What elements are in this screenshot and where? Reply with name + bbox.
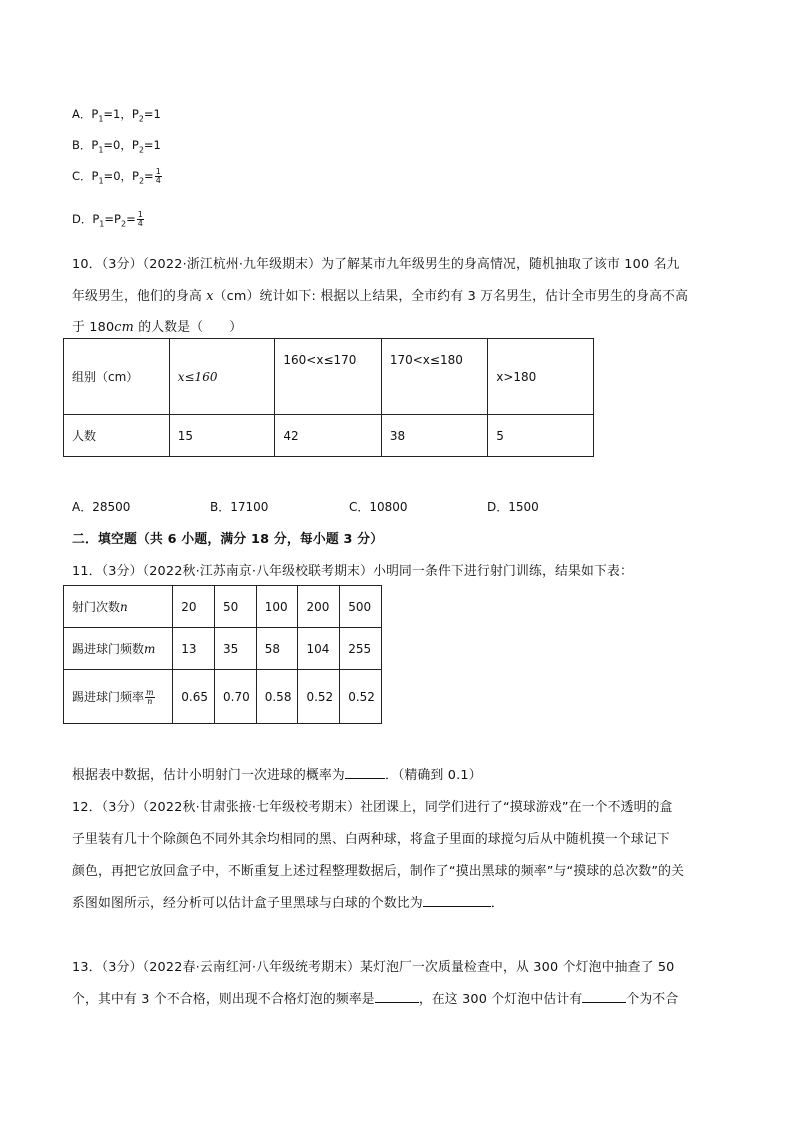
q9-option-b: B．$P_1=0$，$P_2=1$ — [72, 138, 161, 155]
table-row — [64, 628, 382, 670]
table-cell: 500 — [340, 586, 382, 628]
table-cell: 0.58 — [256, 670, 298, 724]
table-cell: 160<x≤170 — [275, 339, 381, 415]
q11-line-1: 11．（3分）（2022秋·江苏南京·八年级校联考期末）小明同一条件下进行射门训练，结果如下表： — [72, 564, 634, 579]
table-cell: 100 — [256, 586, 298, 628]
q12-line-1: 12．（3分）（2022秋·甘肃张掖·七年级校考期末）社团课上，同学们进行了“摸球游戏”在一个不透明的盒 — [72, 800, 673, 815]
table-cell: 射门次数n — [64, 586, 173, 628]
q12-line-2: 子里装有几十个除颜色不同外其余均相同的黑、白两种球，将盒子里面的球搅匀后从中随机摸一个球记下 — [72, 832, 670, 847]
fraction: $\frac{1}{4}$ — [155, 167, 161, 185]
q9-option-a: A．$P_1=1$，$P_2=1$ — [72, 107, 161, 124]
answer-blank[interactable] — [375, 990, 419, 1003]
table-row — [64, 670, 382, 724]
table-cell: 20 — [173, 586, 215, 628]
q9-option-c: C．$P_1=0$，$P_2=$ $\frac{1}{4}$ — [72, 167, 161, 186]
table-cell: 5 — [488, 415, 594, 457]
table-cell: 踢进球门频率 $\frac{m}{n}$ — [64, 670, 173, 724]
table-cell: 15 — [169, 415, 275, 457]
q10-line-2: 年级男生，他们的身高 x（cm）统计如下: 根据以上结果，全市约有 3 万名男生，估计全市男生的身高不高 — [72, 289, 689, 304]
height-table — [63, 338, 594, 457]
table-cell: 13 — [173, 628, 215, 670]
table-cell: 踢进球门频数m — [64, 628, 173, 670]
table-cell: 58 — [256, 628, 298, 670]
q10-option-b: B．17100 — [210, 500, 269, 514]
table-row — [64, 415, 594, 457]
table-cell: 104 — [298, 628, 340, 670]
table-cell: 0.65 — [173, 670, 215, 724]
q10-option-c: C．10800 — [349, 500, 408, 514]
q13-line-2: 个，其中有 3 个不合格，则出现不合格灯泡的频率是 ，在这 300 个灯泡中估计有 个为不合 — [72, 992, 679, 1007]
table-cell: 0.52 — [298, 670, 340, 724]
section-heading: 二．填空题（共 6 小题，满分 18 分，每小题 3 分） — [72, 532, 384, 547]
table-cell: 组别（cm） — [64, 339, 170, 415]
table-cell: 255 — [340, 628, 382, 670]
answer-blank[interactable] — [345, 766, 385, 779]
q12-line-4: 系图如图所示，经分析可以估计盒子里黑球与白球的个数比为 ． — [72, 896, 504, 911]
q10-option-a: A．28500 — [72, 500, 131, 514]
table-cell: 170<x≤180 — [381, 339, 487, 415]
table-cell: 50 — [215, 586, 257, 628]
table-row — [64, 586, 382, 628]
answer-blank[interactable] — [423, 894, 491, 907]
q12-line-3: 颜色，再把它放回盒子中，不断重复上述过程整理数据后，制作了“摸出黑球的频率”与“摸球的总次数”的关 — [72, 864, 685, 879]
table-cell: 0.70 — [215, 670, 257, 724]
table-cell: 38 — [381, 415, 487, 457]
fraction: $\frac{1}{4}$ — [137, 210, 143, 228]
q13-line-1: 13．（3分）（2022春·云南红河·八年级统考期末）某灯泡厂一次质量检查中，从 300 个灯泡中抽查了 50 — [72, 960, 675, 975]
table-cell: 200 — [298, 586, 340, 628]
fraction: $\frac{m}{n}$ — [146, 687, 154, 706]
table-cell: 42 — [275, 415, 381, 457]
table-cell: 人数 — [64, 415, 170, 457]
answer-blank[interactable] — [582, 990, 626, 1003]
q11-answer-line: 根据表中数据，估计小明射门一次进球的概率为 ．（精确到 0.1） — [72, 768, 482, 783]
shooting-table — [63, 585, 382, 724]
q10-option-d: D．1500 — [487, 500, 539, 514]
table-cell: x≤160 — [169, 339, 275, 415]
table-cell: 35 — [215, 628, 257, 670]
table-cell: x>180 — [488, 339, 594, 415]
q10-line-1: 10．（3分）（2022·浙江杭州·九年级期末）为了解某市九年级男生的身高情况，随机抽取了该市 100 名九 — [72, 257, 680, 272]
q9-option-d: D．$P_1=P_2=$ $\frac{1}{4}$ — [72, 210, 143, 229]
table-cell: 0.52 — [340, 670, 382, 724]
table-row — [64, 339, 594, 415]
q10-line-3: 于 180cm 的人数是（ ） — [72, 320, 243, 335]
